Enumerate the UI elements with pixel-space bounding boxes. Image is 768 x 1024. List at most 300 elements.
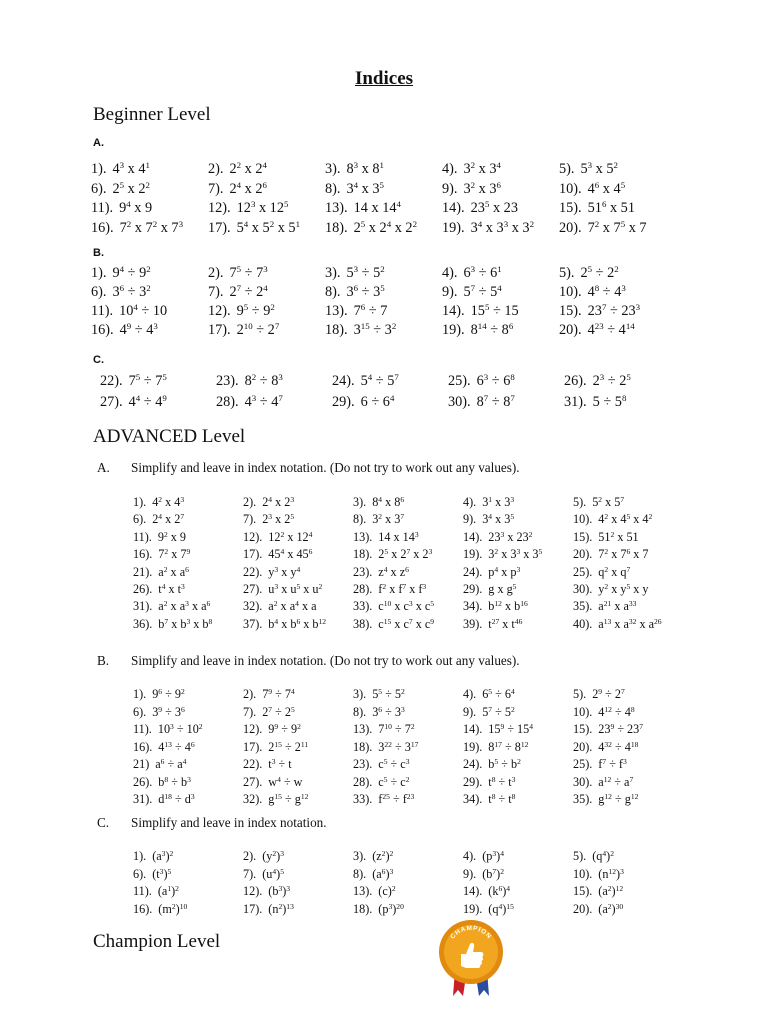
exercise-number: 1). (133, 849, 147, 863)
exercise-expression: $2^5$ x $2^2$ (112, 179, 150, 197)
exercise-expression: $y^2$ x $y^5$ x y (598, 581, 649, 597)
exercise-expression: $2^4$ x $2^6$ (229, 179, 267, 197)
exercise-expression: $(y^2)^3$ (262, 848, 284, 863)
exercise-number: 8). (325, 284, 341, 300)
exercise-number: 16). (133, 547, 153, 562)
exercise-item (573, 739, 683, 757)
exercise-item (573, 901, 683, 919)
exercise-expression: $3^6 \div 3^5$ (346, 283, 385, 300)
exercise-item (353, 581, 463, 598)
exercise-expression: $9^5 \div 9^2$ (236, 302, 275, 319)
exercise-item (463, 883, 573, 901)
exercise-expression: $(a^3)^2$ (152, 848, 174, 863)
beginner-section-b-label: B. (93, 247, 104, 259)
exercise-expression: $u^3$ x $u^5$ x $u^2$ (268, 581, 323, 597)
exercise-expression: $15^5 \div 15$ (470, 302, 519, 319)
exercise-expression: $9^4$ x 9 (119, 199, 153, 216)
exercise-number: 27). (243, 582, 263, 597)
exercise-item (463, 494, 573, 511)
exercise-number: 15). (573, 722, 593, 736)
exercise-number: 12). (208, 303, 231, 319)
exercise-number: 22). (100, 373, 123, 389)
exercise-item (91, 302, 208, 321)
exercise-expression: $(a^6)^3$ (372, 866, 394, 881)
exercise-item (208, 180, 325, 200)
exercise-number: 18). (325, 322, 348, 338)
exercise-expression: $10^3 \div 10^2$ (157, 721, 203, 736)
exercise-number: 1). (133, 687, 147, 701)
exercise-number: 20). (573, 739, 593, 754)
exercise-expression: $2^9 \div 2^7$ (592, 686, 625, 701)
exercise-number: 18). (325, 219, 348, 236)
exercise-number: 40). (573, 616, 593, 631)
exercise-number: 9). (463, 866, 477, 881)
exercise-expression: $3^9 \div 3^6$ (152, 704, 185, 719)
exercise-item (243, 901, 353, 919)
exercise-number: 16). (91, 219, 114, 236)
exercise-item (133, 704, 243, 722)
exercise-number: 30). (573, 582, 593, 597)
exercise-item (559, 180, 676, 200)
exercise-item (91, 219, 208, 239)
exercise-number: 1). (133, 495, 147, 509)
exercise-number: 33). (353, 792, 373, 806)
exercise-number: 22). (243, 564, 263, 579)
exercise-expression: $(k^6)^4$ (488, 883, 511, 898)
exercise-expression: $t^3 \div t$ (268, 756, 292, 771)
advanced-c-grid (133, 848, 683, 918)
exercise-number: 20). (559, 219, 582, 236)
exercise-expression: $23^9 \div 23^7$ (598, 721, 644, 736)
exercise-item (442, 199, 559, 219)
exercise-number: 24). (463, 757, 483, 771)
exercise-expression: $3^6 \div 3^3$ (372, 704, 405, 719)
exercise-number: 6). (133, 512, 147, 527)
exercise-item (573, 866, 683, 884)
exercise-expression: $a^2$ x $a^4$ x a (268, 599, 317, 614)
exercise-expression: $5^4$ x $5^2$ x $5^1$ (236, 218, 301, 236)
exercise-expression: $f^2$ x $f^7$ x $f^3$ (378, 581, 427, 597)
exercise-number: 10). (573, 512, 593, 527)
exercise-number: 14). (442, 200, 465, 216)
exercise-item (325, 180, 442, 200)
exercise-expression: $4^4 \div 4^9$ (128, 393, 167, 410)
exercise-expression: $q^2$ x $q^7$ (598, 564, 631, 579)
exercise-number: 3). (325, 265, 341, 281)
exercise-expression: $b^4$ x $b^6$ x $b^{12}$ (268, 616, 327, 631)
exercise-item (573, 774, 683, 792)
exercise-number: 34). (463, 792, 483, 806)
exercise-item (208, 160, 325, 180)
exercise-item (463, 739, 573, 757)
exercise-expression: $c^{10}$ x $c^3$ x $c^5$ (378, 599, 435, 614)
exercise-item (559, 219, 676, 239)
exercise-item (91, 321, 208, 340)
exercise-expression: $c^5 \div c^2$ (378, 774, 410, 789)
exercise-expression: $2^3$ x $2^5$ (262, 512, 295, 527)
exercise-number: 12). (208, 200, 231, 216)
exercise-item (243, 866, 353, 884)
exercise-expression: $4^{13} \div 4^6$ (158, 739, 195, 754)
exercise-number: 29). (463, 582, 483, 597)
exercise-expression: $(t^3)^5$ (152, 866, 172, 881)
exercise-item (353, 686, 463, 704)
exercise-item (133, 866, 243, 884)
exercise-number: 15). (573, 529, 593, 544)
exercise-expression: $g^{15} \div g^{12}$ (268, 791, 309, 806)
exercise-number: 2). (243, 849, 257, 863)
exercise-expression: $4^2$ x $4^3$ (152, 494, 185, 509)
exercise-expression: $(a^2)^{12}$ (598, 883, 624, 898)
exercise-item (325, 283, 442, 302)
exercise-expression: $3^4$ x $3^3$ x $3^2$ (470, 218, 535, 236)
exercise-expression: $6^3 \div 6^1$ (463, 264, 502, 281)
exercise-item (133, 791, 243, 809)
exercise-expression: $2^5 \div 2^2$ (580, 264, 619, 281)
page-title: Indices (354, 68, 414, 89)
exercise-number: 20). (559, 322, 582, 338)
exercise-expression: $4^8 \div 4^3$ (587, 283, 626, 300)
exercise-expression: $t^8 \div t^3$ (488, 774, 516, 789)
exercise-item (353, 739, 463, 757)
exercise-item (91, 283, 208, 302)
beginner-c-grid (100, 371, 680, 413)
exercise-number: 6). (91, 284, 107, 300)
exercise-item (325, 302, 442, 321)
exercise-item (559, 199, 676, 219)
exercise-item (243, 494, 353, 511)
exercise-expression: $7^5 \div 7^3$ (229, 264, 268, 281)
exercise-item (353, 848, 463, 866)
exercise-expression: $5^2$ x $5^7$ (592, 494, 625, 509)
exercise-expression: $5^4 \div 5^7$ (360, 372, 399, 389)
exercise-number: 15). (573, 884, 593, 898)
exercise-number: 28). (353, 582, 373, 597)
exercise-number: 31). (133, 599, 153, 614)
exercise-number: 31). (133, 792, 153, 806)
exercise-number: 11). (133, 884, 152, 898)
exercise-number: 7). (208, 284, 224, 300)
exercise-expression: $w^4 \div w$ (268, 774, 303, 789)
exercise-number: 17). (243, 547, 263, 562)
exercise-expression: $(a^2)^{30}$ (598, 901, 624, 916)
exercise-item (100, 392, 216, 413)
exercise-item (573, 791, 683, 809)
exercise-item (463, 774, 573, 792)
champion-medal-icon (433, 918, 509, 998)
exercise-number: 15). (559, 200, 582, 216)
exercise-item (325, 321, 442, 340)
exercise-item (325, 264, 442, 283)
exercise-number: 4). (463, 687, 477, 701)
exercise-expression: $9^6 \div 9^2$ (152, 686, 185, 701)
exercise-number: 37). (243, 616, 263, 631)
exercise-expression: $2^4$ x $2^7$ (152, 512, 185, 527)
exercise-number: 26). (133, 774, 153, 789)
exercise-item (216, 392, 332, 413)
exercise-expression: $(p^3)^{20}$ (378, 901, 404, 916)
exercise-expression: $(p^3)^4$ (482, 848, 504, 863)
exercise-expression: $z^4$ x $z^6$ (378, 564, 409, 579)
exercise-item (208, 321, 325, 340)
exercise-expression: $t^{27}$ x $t^{46}$ (488, 616, 523, 631)
exercise-item (463, 546, 573, 563)
exercise-number: 25). (448, 373, 471, 389)
exercise-number: 2). (243, 495, 257, 509)
exercise-item (573, 581, 683, 598)
exercise-expression: $2^{15} \div 2^{11}$ (268, 739, 309, 754)
exercise-number: 19). (442, 322, 465, 338)
exercise-expression: $(c)^2$ (378, 883, 396, 898)
exercise-expression: $51^6$ x 51 (587, 199, 635, 216)
exercise-item (91, 264, 208, 283)
exercise-item (243, 774, 353, 792)
exercise-number: 14). (463, 529, 483, 544)
exercise-expression: $(u^4)^5$ (262, 866, 284, 881)
exercise-number: 25). (573, 757, 593, 771)
exercise-number: 2). (208, 161, 224, 177)
exercise-number: 17). (208, 322, 231, 338)
exercise-item (353, 756, 463, 774)
exercise-number: 14). (442, 303, 465, 319)
exercise-expression: $2^5$ x $2^7$ x $2^3$ (378, 547, 433, 562)
advanced-c-letter: C. (97, 815, 110, 830)
exercise-item (463, 756, 573, 774)
exercise-expression: $7^2$ x $7^6$ x 7 (598, 547, 649, 562)
exercise-item (353, 529, 463, 546)
exercise-item (208, 302, 325, 321)
exercise-number: 26). (133, 582, 153, 597)
exercise-expression: $8^3$ x $8^1$ (346, 160, 384, 177)
exercise-number: 38). (353, 616, 373, 631)
exercise-item (559, 321, 676, 340)
exercise-item (133, 511, 243, 528)
exercise-number: 26). (564, 373, 587, 389)
exercise-expression: $(n^2)^{13}$ (268, 901, 294, 916)
exercise-number: 33). (353, 599, 373, 614)
exercise-number: 35). (573, 792, 593, 806)
exercise-expression: $2^5$ x $2^4$ x $2^2$ (353, 218, 418, 236)
exercise-item (353, 791, 463, 809)
advanced-a-letter: A. (97, 460, 110, 475)
exercise-expression: $5^7 \div 5^4$ (463, 283, 502, 300)
exercise-number: 12). (243, 529, 263, 544)
beginner-b-grid (91, 264, 676, 340)
exercise-expression: $a^2$ x $a^3$ x $a^6$ (158, 599, 211, 614)
exercise-expression: $a^{13}$ x $a^{32}$ x $a^{26}$ (598, 616, 662, 631)
exercise-item (208, 199, 325, 219)
exercise-expression: $7^9 \div 7^4$ (262, 686, 295, 701)
beginner-section-a-label: A. (93, 137, 104, 149)
exercise-item (573, 546, 683, 563)
exercise-number: 8). (353, 866, 367, 881)
exercise-expression: $3^2$ x $3^3$ x $3^5$ (488, 547, 543, 562)
exercise-expression: $2^7 \div 2^4$ (229, 283, 268, 300)
exercise-expression: $(a^1)^2$ (157, 883, 179, 898)
exercise-item (353, 564, 463, 581)
exercise-number: 10). (573, 704, 593, 719)
exercise-number: 3). (353, 495, 367, 509)
exercise-item (463, 598, 573, 615)
exercise-item (463, 529, 573, 546)
exercise-number: 13). (353, 722, 373, 736)
exercise-item (208, 264, 325, 283)
exercise-item (353, 616, 463, 633)
exercise-expression: $6^3 \div 6^8$ (476, 372, 515, 389)
exercise-number: 25). (573, 564, 593, 579)
exercise-number: 30). (573, 774, 593, 789)
exercise-item (133, 901, 243, 919)
exercise-item (243, 704, 353, 722)
exercise-item (564, 371, 680, 392)
exercise-number: 3). (353, 849, 367, 863)
exercise-item (442, 321, 559, 340)
exercise-number: 1). (91, 265, 107, 281)
exercise-number: 28). (216, 394, 239, 410)
exercise-expression: $p^4$ x $p^3$ (488, 564, 521, 579)
exercise-expression: $3^4$ x $3^5$ (482, 512, 515, 527)
exercise-expression: $7^2$ x $7^9$ (158, 547, 191, 562)
exercise-number: 9). (442, 180, 458, 197)
exercise-number: 1). (91, 161, 107, 177)
exercise-item (100, 371, 216, 392)
exercise-number: 8). (353, 704, 367, 719)
exercise-item (573, 529, 683, 546)
exercise-item (559, 302, 676, 321)
exercise-expression: $45^4$ x $45^6$ (268, 547, 313, 562)
exercise-item (463, 848, 573, 866)
exercise-expression: $3^{22} \div 3^{17}$ (378, 739, 419, 754)
exercise-item (353, 494, 463, 511)
beginner-a-grid (91, 160, 676, 238)
exercise-item (243, 848, 353, 866)
advanced-c-instruction (97, 815, 327, 831)
exercise-item (463, 686, 573, 704)
exercise-number: 23). (353, 757, 373, 771)
exercise-expression: $3^2$ x $3^7$ (372, 512, 405, 527)
exercise-number: 17). (208, 219, 231, 236)
exercise-number: 2). (243, 687, 257, 701)
exercise-number: 11). (91, 303, 114, 319)
exercise-number: 13). (325, 200, 348, 216)
exercise-expression: $8^7 \div 8^7$ (476, 393, 515, 410)
exercise-number: 3). (353, 687, 367, 701)
exercise-number: 5). (559, 161, 575, 177)
exercise-expression: $4^9 \div 4^3$ (119, 321, 158, 338)
exercise-item (91, 180, 208, 200)
exercise-expression: $10^4 \div 10$ (119, 302, 168, 319)
exercise-number: 9). (463, 512, 477, 527)
exercise-expression: $t^8 \div t^8$ (488, 791, 516, 806)
exercise-item (353, 546, 463, 563)
exercise-expression: $15^9 \div 15^4$ (488, 721, 534, 736)
exercise-number: 35). (573, 599, 593, 614)
exercise-number: 4). (442, 265, 458, 281)
exercise-expression: $8^{14} \div 8^6$ (470, 321, 514, 338)
exercise-item (243, 686, 353, 704)
exercise-expression: $12^2$ x $12^4$ (268, 529, 313, 544)
exercise-item (564, 392, 680, 413)
exercise-expression: $3^6 \div 3^2$ (112, 283, 151, 300)
exercise-number: 16). (91, 322, 114, 338)
exercise-item (133, 598, 243, 615)
exercise-expression: 14 x $14^4$ (353, 199, 401, 216)
exercise-number: 14). (463, 884, 483, 898)
exercise-number: 28). (353, 774, 373, 789)
exercise-expression: $7^2$ x $7^5$ x 7 (587, 218, 647, 236)
advanced-b-instruction-text: Simplify and leave in index notation. (Do not try to work out any values). (131, 653, 520, 668)
exercise-item (573, 686, 683, 704)
exercise-item (573, 616, 683, 633)
exercise-item (133, 529, 243, 546)
exercise-item (442, 302, 559, 321)
exercise-item (573, 721, 683, 739)
exercise-number: 23). (353, 564, 373, 579)
exercise-item (353, 721, 463, 739)
advanced-heading: ADVANCED Level (93, 426, 246, 447)
exercise-item (559, 264, 676, 283)
exercise-expression: $g^{12} \div g^{12}$ (598, 791, 639, 806)
exercise-expression: g x $g^5$ (488, 581, 517, 597)
exercise-item (448, 371, 564, 392)
exercise-expression: $4^3 \div 4^7$ (244, 393, 283, 410)
exercise-expression: $t^4$ x $t^3$ (158, 581, 185, 597)
exercise-number: 4). (442, 161, 458, 177)
exercise-expression: $9^4 \div 9^2$ (112, 264, 151, 281)
exercise-expression: 14 x $14^3$ (378, 529, 419, 544)
exercise-expression: $5^7 \div 5^2$ (482, 704, 515, 719)
exercise-expression: $4^{23} \div 4^{14}$ (587, 321, 635, 338)
exercise-expression: $9^9 \div 9^2$ (268, 721, 301, 736)
exercise-number: 8). (325, 180, 341, 197)
exercise-number: 3). (325, 161, 341, 177)
exercise-number: 19). (442, 219, 465, 236)
exercise-number: 30). (448, 394, 471, 410)
exercise-item (559, 160, 676, 180)
exercise-expression: $d^{18} \div d^3$ (158, 791, 195, 806)
exercise-item (133, 686, 243, 704)
advanced-b-grid (133, 686, 683, 809)
exercise-item (243, 511, 353, 528)
exercise-expression: $4^3$ x $4^1$ (112, 160, 150, 177)
exercise-item (448, 392, 564, 413)
exercise-number: 13). (325, 303, 348, 319)
exercise-item (353, 883, 463, 901)
exercise-expression: $5^3$ x $5^2$ (580, 160, 618, 177)
exercise-number: 16). (133, 901, 153, 916)
exercise-item (463, 581, 573, 598)
exercise-number: 11). (133, 722, 152, 736)
exercise-expression: $9^2$ x 9 (157, 529, 186, 544)
exercise-number: 5). (573, 687, 587, 701)
exercise-expression: $2^{10} \div 2^7$ (236, 321, 280, 338)
exercise-expression: $(q^4)^2$ (592, 848, 614, 863)
exercise-expression: $(z^2)^2$ (372, 848, 394, 863)
exercise-number: 29). (463, 774, 483, 789)
exercise-item (463, 791, 573, 809)
exercise-item (208, 219, 325, 239)
advanced-a-instruction-text: Simplify and leave in index notation. (Do not try to work out any values). (131, 460, 520, 475)
exercise-number: 10). (559, 180, 582, 197)
exercise-number: 5). (573, 849, 587, 863)
exercise-number: 24). (463, 564, 483, 579)
exercise-item (133, 883, 243, 901)
exercise-number: 29). (332, 394, 355, 410)
exercise-number: 7). (243, 704, 257, 719)
exercise-expression: $6^5 \div 6^4$ (482, 686, 515, 701)
exercise-expression: $b^5 \div b^2$ (488, 756, 521, 771)
exercise-item (243, 756, 353, 774)
